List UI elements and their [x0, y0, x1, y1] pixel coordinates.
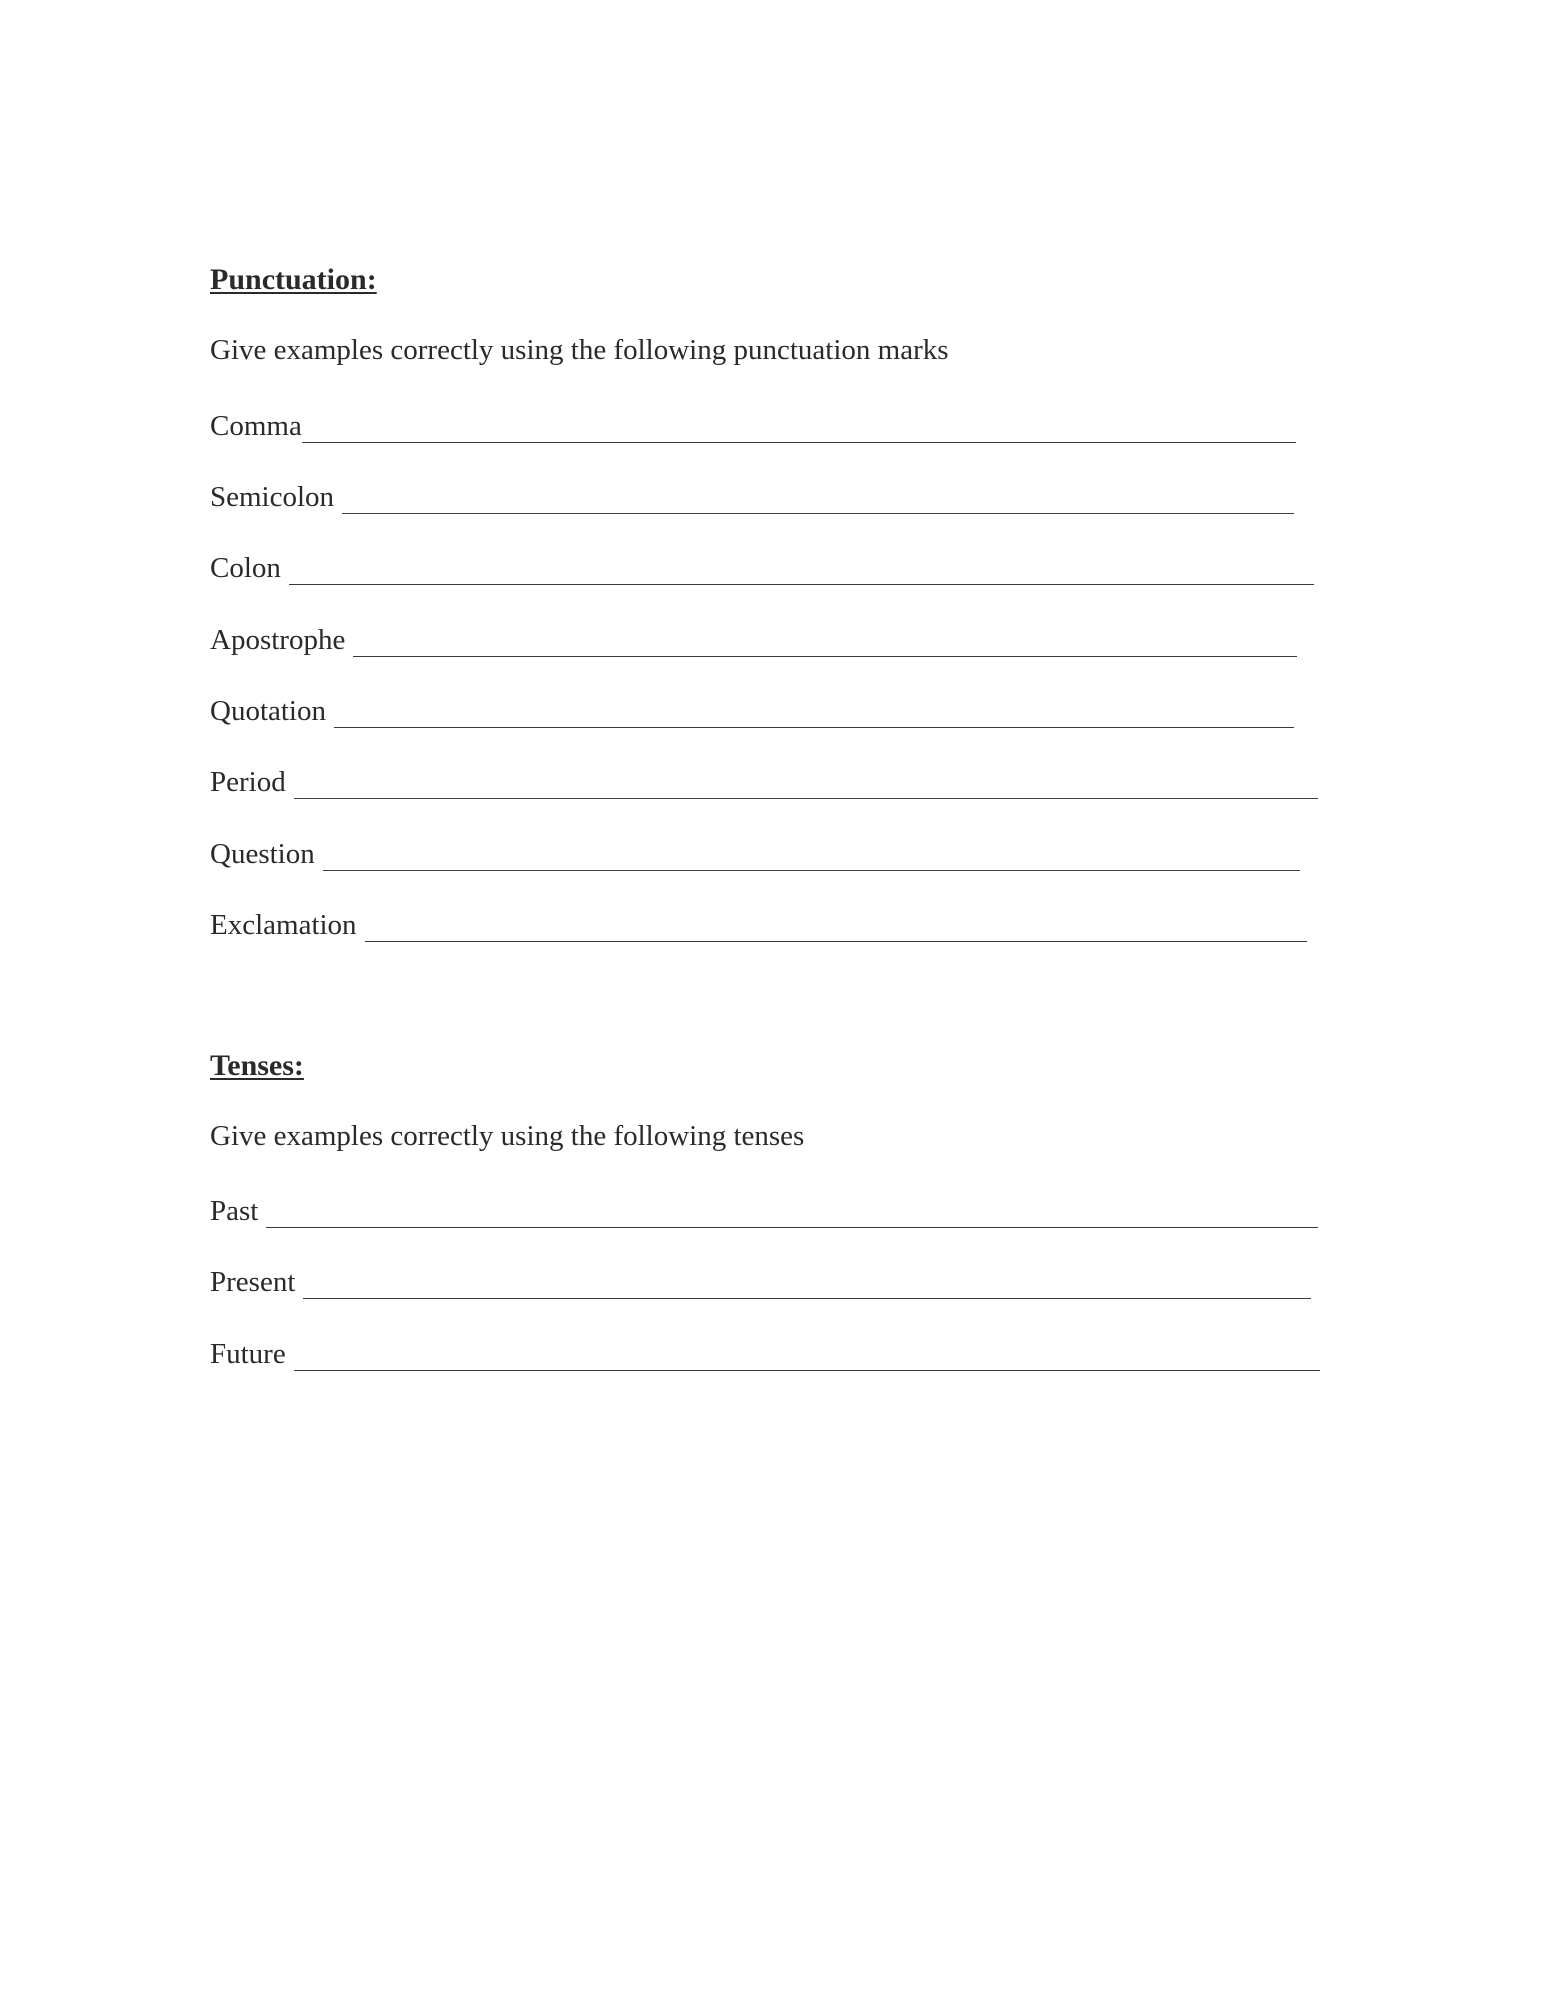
punctuation-row-period: [210, 759, 1318, 799]
punctuation-row-question: [210, 831, 1300, 871]
answer-blank[interactable]: [323, 870, 1300, 871]
tenses-row-present: [210, 1259, 1311, 1299]
row-label: Semicolon: [210, 481, 335, 513]
answer-blank[interactable]: [334, 727, 1294, 728]
tenses-row-past: [210, 1188, 1318, 1228]
answer-blank[interactable]: [302, 442, 1296, 443]
row-label: Period: [210, 766, 286, 798]
row-label: Future: [210, 1338, 286, 1370]
answer-blank[interactable]: [342, 513, 1294, 514]
row-label: Question: [210, 838, 315, 870]
row-label: Comma: [210, 410, 302, 442]
tenses-heading: Tenses:: [210, 1049, 304, 1082]
punctuation-row-colon: [210, 545, 1314, 585]
punctuation-heading: Punctuation:: [210, 263, 377, 296]
row-label: Apostrophe: [210, 624, 346, 656]
punctuation-instruction: Give examples correctly using the following punctuation marks: [210, 334, 949, 366]
answer-blank[interactable]: [303, 1298, 1311, 1299]
row-label: Past: [210, 1195, 259, 1227]
punctuation-row-exclamation: [210, 902, 1307, 942]
row-label: Colon: [210, 552, 281, 584]
answer-blank[interactable]: [365, 941, 1307, 942]
tenses-row-future: [210, 1331, 1320, 1371]
punctuation-row-semicolon: [210, 474, 1294, 514]
answer-blank[interactable]: [294, 798, 1318, 799]
row-label: Quotation: [210, 695, 326, 727]
row-label: Present: [210, 1266, 296, 1298]
row-label: Exclamation: [210, 909, 357, 941]
answer-blank[interactable]: [266, 1227, 1318, 1228]
answer-blank[interactable]: [294, 1370, 1320, 1371]
answer-blank[interactable]: [289, 584, 1314, 585]
punctuation-row-comma: [210, 403, 1296, 443]
punctuation-row-apostrophe: [210, 617, 1297, 657]
answer-blank[interactable]: [353, 656, 1297, 657]
tenses-instruction: Give examples correctly using the following tenses: [210, 1120, 805, 1152]
punctuation-row-quotation: [210, 688, 1294, 728]
